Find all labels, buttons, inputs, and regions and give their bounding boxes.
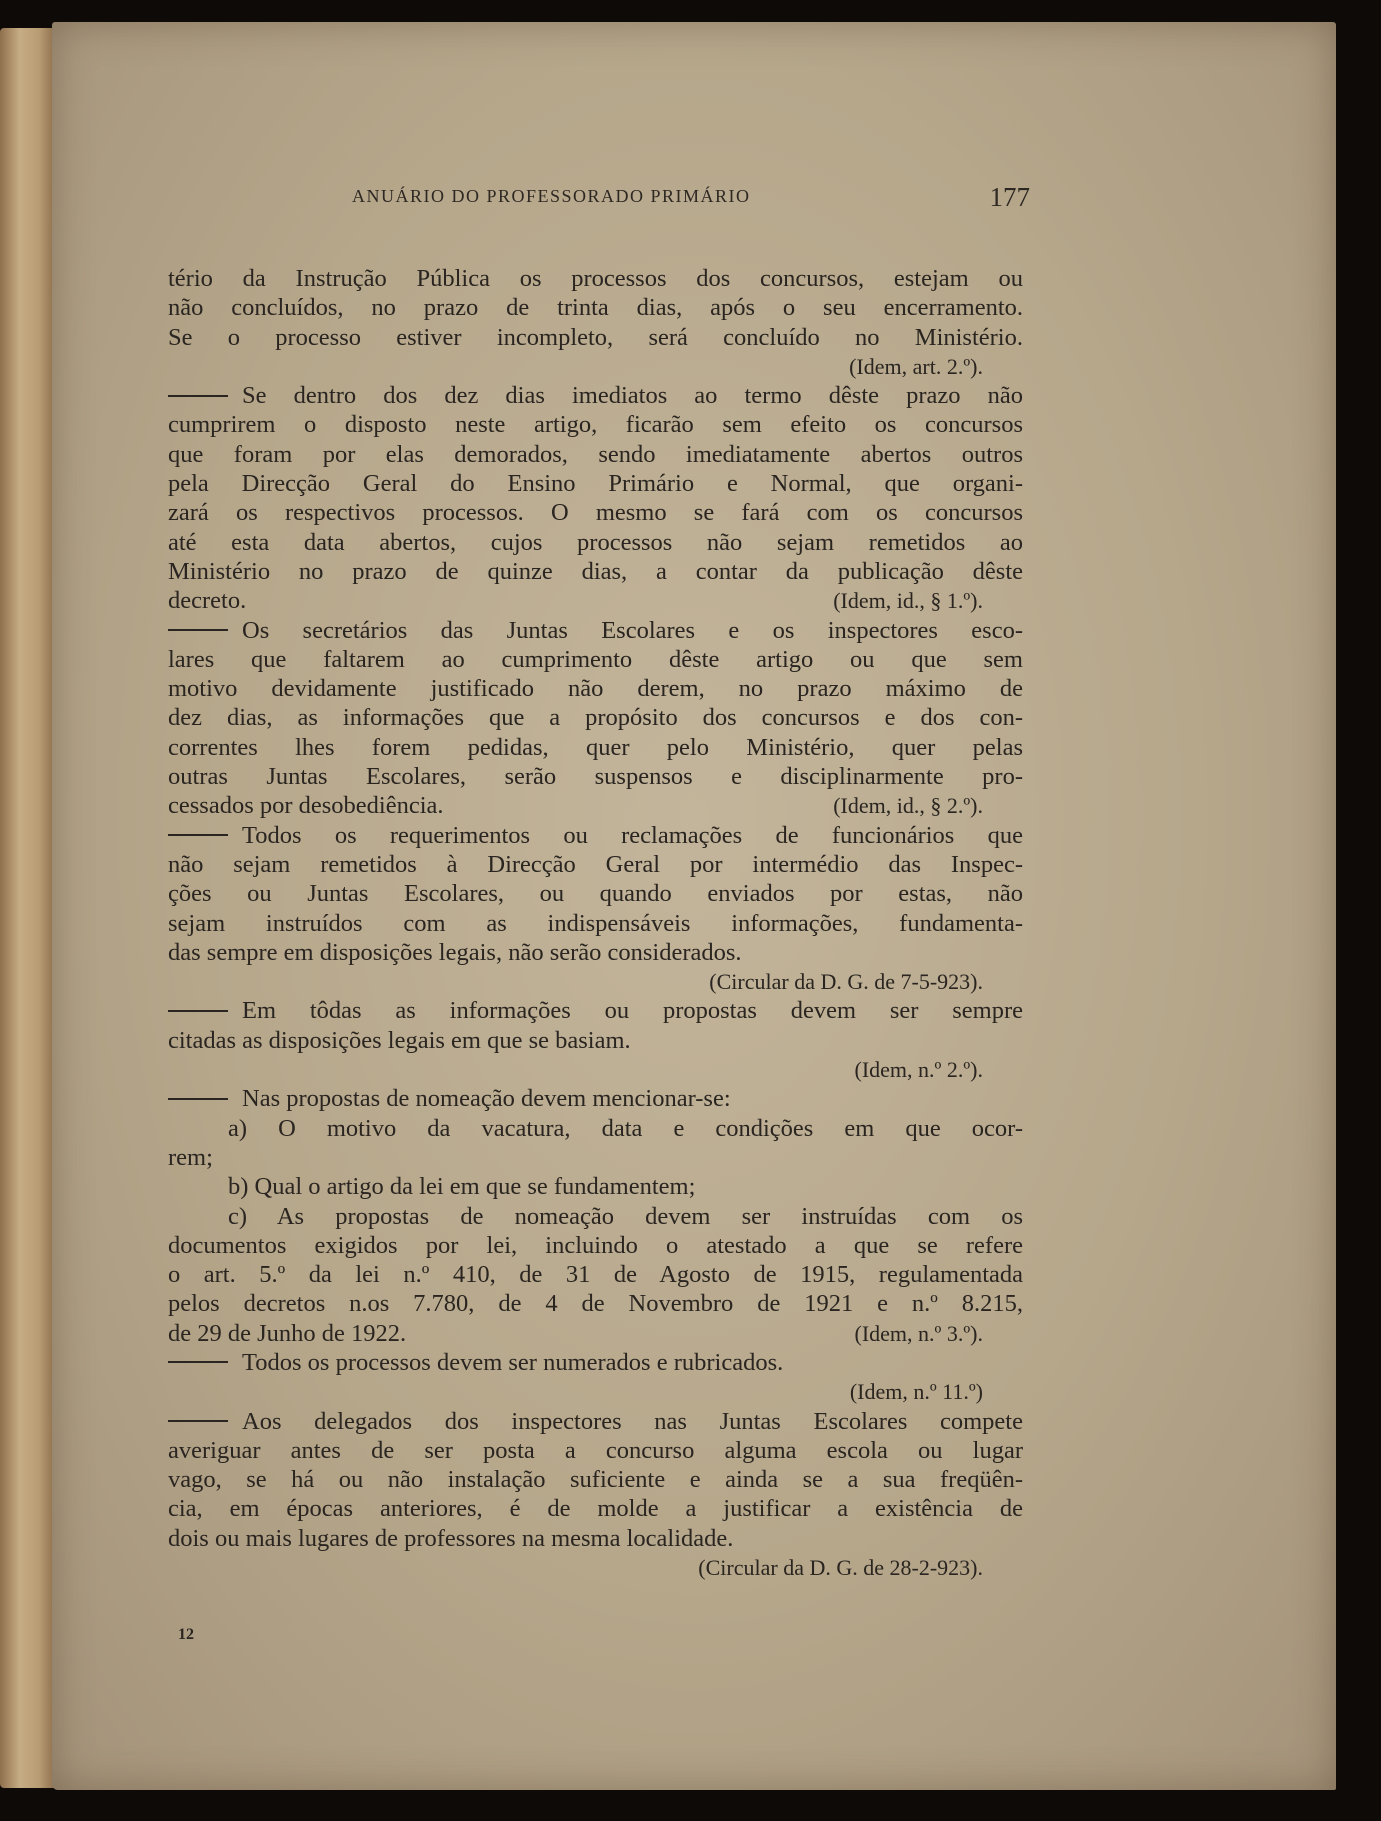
text-line: Se dentro dos dez dias imediatos ao termo dêste prazo não — [242, 382, 1023, 410]
paragraph-start — [168, 1407, 1023, 1436]
citation-row — [168, 791, 1023, 820]
em-dash-rule — [168, 1098, 228, 1100]
citation-row — [168, 1319, 1023, 1348]
text-line: vago, se há ou não instalação suficiente e ainda se a sua freqüên- — [168, 1466, 1023, 1494]
text-line: correntes lhes forem pedidas, quer pelo Ministério, quer pelas — [168, 733, 1023, 761]
citation: (Idem, n.º 3.º). — [854, 1320, 983, 1346]
paragraph-start — [168, 1084, 1023, 1113]
text-line: pelos decretos n.os 7.780, de 4 de Novembro de 1921 e n.º 8.215, — [168, 1290, 1023, 1318]
citation: (Idem, n.º 2.º). — [854, 1057, 983, 1083]
text-line: cessados por desobediência. — [168, 792, 444, 820]
text-line: Todos os processos devem ser numerados e rubricados. — [242, 1348, 784, 1376]
text-line: ções ou Juntas Escolares, ou quando enviados por estas, não — [168, 880, 1023, 908]
text-line: o art. 5.º da lei n.º 410, de 31 de Agosto de 1915, regulamentada — [168, 1261, 1023, 1289]
text-line: outras Juntas Escolares, serão suspensos e disciplinarmente pro- — [168, 763, 1023, 791]
text-line: não concluídos, no prazo de trinta dias, após o seu encerramento. — [168, 294, 1023, 322]
text-line: rem; — [168, 1143, 213, 1171]
em-dash-rule — [168, 629, 228, 631]
text-line: Nas propostas de nomeação devem mencionar-se: — [242, 1085, 731, 1113]
em-dash-rule — [168, 834, 228, 836]
text-line: que foram por elas demorados, sendo imediatamente abertos outros — [168, 440, 1023, 468]
text-line: Se o processo estiver incompleto, será concluído no Ministério. — [168, 323, 1023, 351]
citation: (Idem, id., § 2.º). — [833, 793, 983, 819]
text-line: motivo devidamente justificado não derem, no prazo máximo de — [168, 675, 1023, 703]
body-text — [168, 264, 1023, 1582]
em-dash-rule — [168, 395, 228, 397]
paragraph-start — [168, 821, 1023, 850]
list-item-a: a) O motivo da vacatura, data e condições em que ocor- — [228, 1114, 1023, 1142]
text-line: até esta data abertos, cujos processos não sejam remetidos ao — [168, 528, 1023, 556]
text-line: cumprirem o disposto neste artigo, ficarão sem efeito os concursos — [168, 411, 1023, 439]
text-line: dez dias, as informações que a propósito dos concursos e dos con- — [168, 704, 1023, 732]
list-item-c: c) As propostas de nomeação devem ser instruídas com os — [228, 1202, 1023, 1230]
text-line: tério da Instrução Pública os processos dos concursos, estejam ou — [168, 265, 1023, 292]
text-line: de 29 de Junho de 1922. — [168, 1319, 407, 1347]
text-line: documentos exigidos por lei, incluindo o atestado a que se refere — [168, 1231, 1023, 1259]
text-line: averiguar antes de ser posta a concurso alguma escola ou lugar — [168, 1436, 1023, 1464]
text-line: não sejam remetidos à Direcção Geral por intermédio das Inspec- — [168, 850, 1023, 878]
page-header — [300, 182, 1030, 216]
text-line: dois ou mais lugares de professores na mesma localidade. — [168, 1524, 734, 1552]
text-line: Aos delegados dos inspectores nas Juntas Escolares compete — [242, 1407, 1023, 1435]
em-dash-rule — [168, 1361, 228, 1363]
text-line: decreto. — [168, 587, 247, 615]
paragraph-start — [168, 1348, 1023, 1377]
text-line: das sempre em disposições legais, não serão considerados. — [168, 938, 742, 966]
citation: (Idem, art. 2.º). — [849, 353, 983, 379]
citation: (Circular da D. G. de 7-5-923). — [709, 969, 983, 995]
paragraph-start — [168, 996, 1023, 1025]
citation: (Idem, n.º 11.º) — [849, 1379, 983, 1405]
em-dash-rule — [168, 1010, 228, 1012]
page-number: 177 — [989, 182, 1030, 212]
citation-row — [168, 586, 1023, 615]
text-line: Ministério no prazo de quinze dias, a contar da publicação dêste — [168, 557, 1023, 585]
running-head: ANUÁRIO DO PROFESSORADO PRIMÁRIO — [352, 186, 751, 206]
text-line: pela Direcção Geral do Ensino Primário e Normal, que organi- — [168, 470, 1023, 498]
em-dash-rule — [168, 1420, 228, 1422]
list-item-b: b) Qual o artigo da lei em que se fundamentem; — [228, 1173, 696, 1201]
citation: (Idem, id., § 1.º). — [833, 588, 983, 614]
paragraph-start — [168, 381, 1023, 410]
text-line: cia, em épocas anteriores, é de molde a justificar a existência de — [168, 1495, 1023, 1523]
text-line: Em tôdas as informações ou propostas devem ser sempre — [242, 997, 1023, 1025]
text-line: lares que faltarem ao cumprimento dêste artigo ou que sem — [168, 645, 1023, 673]
text-line: Os secretários das Juntas Escolares e os inspectores esco- — [242, 616, 1023, 644]
paragraph-start — [168, 616, 1023, 645]
book-spine — [0, 28, 56, 1788]
citation: (Circular da D. G. de 28-2-923). — [698, 1555, 983, 1581]
text-line: zará os respectivos processos. O mesmo se fará com os concursos — [168, 499, 1023, 527]
text-line: citadas as disposições legais em que se basiam. — [168, 1026, 631, 1054]
text-line: sejam instruídos com as indispensáveis informações, fundamenta- — [168, 909, 1023, 937]
text-line: Todos os requerimentos ou reclamações de funcionários que — [242, 821, 1023, 849]
signature-mark: 12 — [178, 1626, 194, 1643]
